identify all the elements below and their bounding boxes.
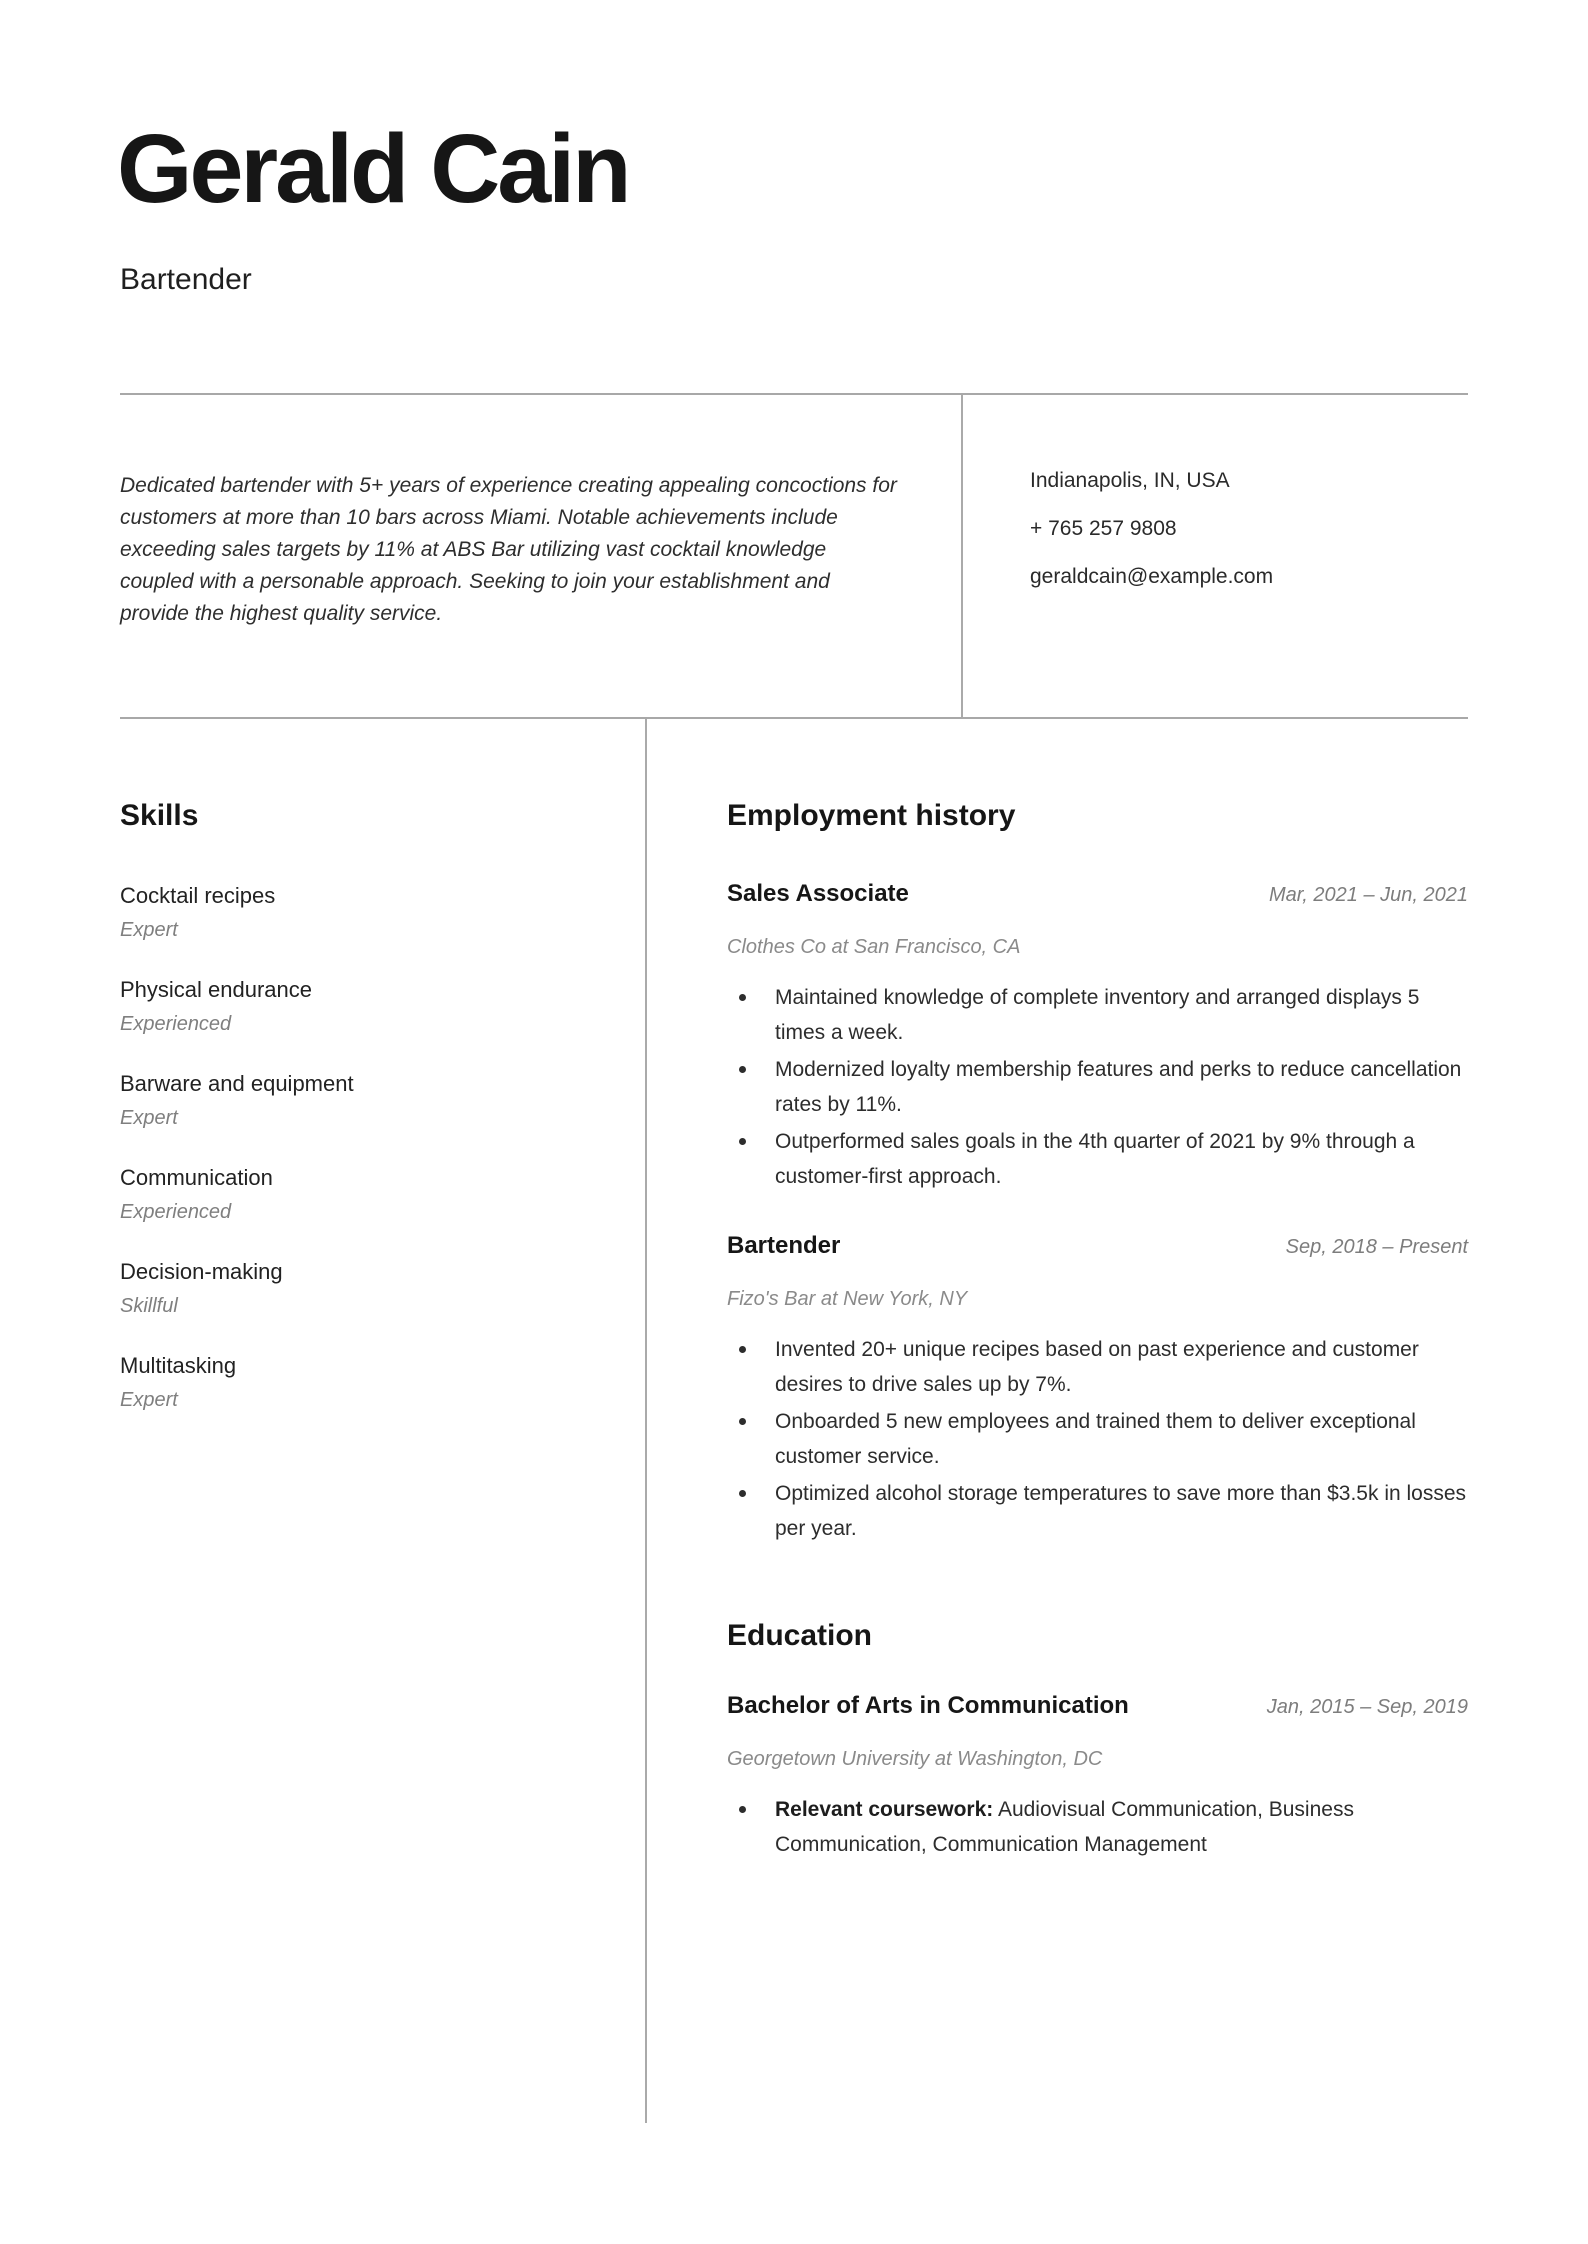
skill-level: Expert [120, 1107, 178, 1129]
job-company: Clothes Co at San Francisco, CA [727, 936, 1021, 958]
education-entry [727, 1690, 1468, 1862]
person-name: Gerald Cain [117, 114, 629, 223]
skill-name: Multitasking [120, 1353, 237, 1378]
education-heading: Education [727, 1619, 873, 1652]
job-bullet: Maintained knowledge of complete inventory and arranged displays 5 times a week. [727, 980, 1468, 1050]
skill-name: Barware and equipment [120, 1071, 354, 1096]
job-title: Sales Associate [727, 880, 909, 907]
employment-section [727, 796, 1468, 1546]
skill-level: Skillful [120, 1295, 178, 1317]
education-school: Georgetown University at Washington, DC [727, 1748, 1103, 1770]
profile-contact-divider [961, 395, 963, 717]
person-job-title: Bartender [120, 263, 252, 296]
skill-level: Experienced [120, 1013, 232, 1035]
contact-location: Indianapolis, IN, USA [1030, 469, 1230, 492]
skill-name: Communication [120, 1165, 273, 1190]
education-bullet [727, 1792, 1468, 1862]
education-dates: Jan, 2015 – Sep, 2019 [1266, 1696, 1468, 1718]
job-bullet-list [727, 980, 1468, 1194]
skill-name: Decision-making [120, 1259, 283, 1284]
skill-item [120, 881, 590, 944]
profile-divider [120, 717, 1468, 719]
job-dates: Mar, 2021 – Jun, 2021 [1268, 884, 1468, 906]
education-section [727, 1616, 1468, 1862]
job-bullet: Outperformed sales goals in the 4th quarter of 2021 by 9% through a customer-first approach. [727, 1124, 1468, 1194]
job-bullet-list [727, 1332, 1468, 1546]
skill-name: Physical endurance [120, 977, 313, 1002]
contact-email: geraldcain@example.com [1030, 565, 1274, 588]
contact-block [1030, 469, 1273, 613]
header-divider [120, 393, 1468, 395]
skill-item [120, 1257, 590, 1320]
skill-item [120, 1163, 590, 1226]
skill-item [120, 975, 590, 1038]
skill-item [120, 1069, 590, 1132]
profile-summary: Dedicated bartender with 5+ years of experience creating appealing concoctions for customers at more than 10 bars across Miami. Notable achievements include exceeding sales targets by 11% at ABS Bar utilizing vast cocktail knowledge coupled with a personable approach. Seeking to join your establishment and provide the highest quality service. [120, 474, 897, 625]
employment-heading: Employment history [727, 799, 1016, 832]
degree-title: Bachelor of Arts in Communication [727, 1692, 1129, 1719]
main-column [727, 796, 1468, 1864]
skill-item [120, 1351, 590, 1414]
skill-level: Expert [120, 1389, 178, 1411]
job-bullet: Optimized alcohol storage temperatures to save more than $3.5k in losses per year. [727, 1476, 1468, 1546]
coursework-label: Relevant coursework: [775, 1798, 994, 1821]
skill-name: Cocktail recipes [120, 883, 276, 908]
job-bullet: Onboarded 5 new employees and trained them to deliver exceptional customer service. [727, 1404, 1468, 1474]
skills-list [120, 881, 590, 1414]
coursework-text: Audiovisual Communication, Business Communication, Communication Management [775, 1798, 1354, 1856]
job-title: Bartender [727, 1232, 841, 1259]
column-divider [645, 719, 647, 2123]
job-header [727, 878, 1468, 910]
contact-phone: + 765 257 9808 [1030, 517, 1177, 540]
job-dates: Sep, 2018 – Present [1285, 1236, 1468, 1258]
job-entry [727, 878, 1468, 1194]
education-header [727, 1690, 1468, 1722]
skills-section [120, 796, 590, 1445]
skills-heading: Skills [120, 799, 199, 832]
job-bullet: Invented 20+ unique recipes based on past experience and customer desires to drive sales up by 7%. [727, 1332, 1468, 1402]
education-bullet-list [727, 1792, 1468, 1862]
job-header [727, 1230, 1468, 1262]
skill-level: Expert [120, 919, 178, 941]
skill-level: Experienced [120, 1201, 232, 1223]
job-bullet: Modernized loyalty membership features and perks to reduce cancellation rates by 11%. [727, 1052, 1468, 1122]
job-entry [727, 1230, 1468, 1546]
job-company: Fizo's Bar at New York, NY [727, 1288, 968, 1310]
